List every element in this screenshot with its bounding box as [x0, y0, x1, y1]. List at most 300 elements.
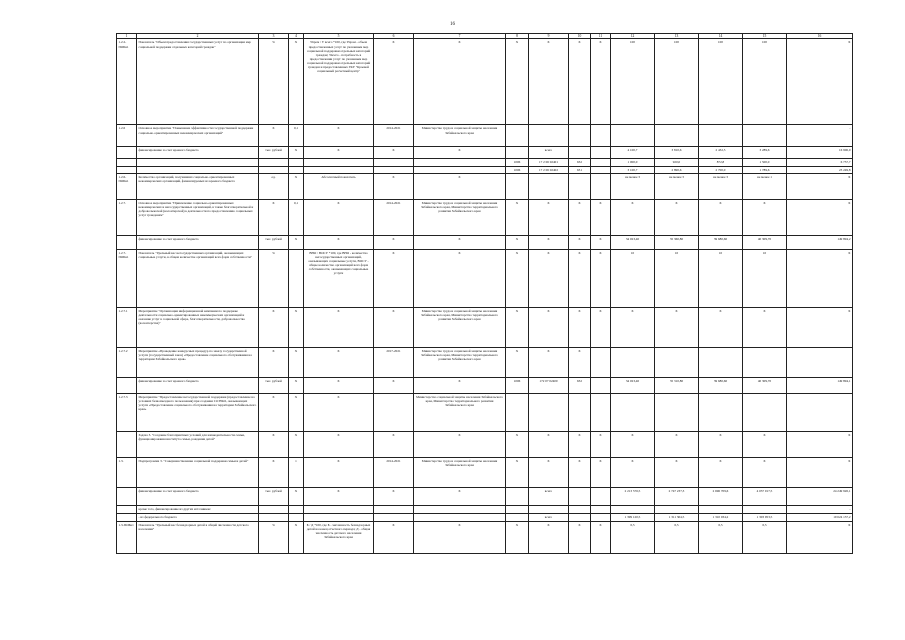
table-cell: Х: [787, 521, 853, 553]
table-cell: 1.2.2-ПОБн1: [117, 39, 137, 125]
table-cell: 1 303 953,5: [743, 513, 787, 521]
table-cell: [611, 505, 655, 513]
table-cell: Х: [414, 173, 506, 199]
header-cell: 10: [569, 34, 591, 39]
table-cell: Х: [699, 457, 743, 487]
table-cell: [569, 173, 591, 199]
table-cell: [137, 159, 259, 166]
table-cell: 100: [743, 39, 787, 125]
table-cell: Х: [414, 235, 506, 249]
table-cell: [569, 393, 591, 431]
table-cell: Х: [787, 249, 853, 307]
table-row: [117, 173, 853, 199]
table-cell: Х: [655, 199, 699, 235]
table-cell: 1: [289, 457, 304, 487]
table-cell: Х: [591, 521, 611, 553]
table-cell: Х: [655, 307, 699, 347]
table-cell: [655, 393, 699, 431]
table-cell: финансирование за счет краевого бюджета: [137, 377, 259, 393]
table-cell: Х: [289, 431, 304, 457]
table-cell: [699, 505, 743, 513]
table-cell: 1.2.7.3: [117, 393, 137, 431]
table-cell: Упром / У всего *100, где Упром - объем предоставленных услуг по указанным мер социальной поддержки отдельных категорий граждан; Увсего - потребность в предоставлении услуг по указанным мер социальной поддержки отдельных категорий граждан и предоставленных ГКУ "Краевой социальный расчетный центр": [304, 39, 374, 125]
table-cell: Х: [529, 457, 569, 487]
header-cell: 9: [529, 34, 569, 39]
table-cell: [743, 125, 787, 147]
header-cell: 5: [304, 34, 374, 39]
table-cell: 100: [611, 39, 655, 125]
table-cell: [591, 505, 611, 513]
table-cell: Х: [591, 431, 611, 457]
table-cell: [743, 505, 787, 513]
table-cell: Х: [591, 235, 611, 249]
table-cell: Х: [591, 199, 611, 235]
table-cell: [374, 513, 414, 521]
table-cell: финансирование за счет краевого бюджета: [137, 147, 259, 159]
table-cell: Х: [304, 199, 374, 235]
table-cell: Х: [414, 147, 506, 159]
table-cell: [304, 505, 374, 513]
header-cell: 16: [787, 34, 853, 39]
table-cell: кроме того, финансирование из других источников:: [137, 505, 259, 513]
table-cell: 2 696 709,6: [699, 487, 743, 505]
table-cell: [117, 147, 137, 159]
table-cell: Х: [506, 347, 529, 377]
table-cell: Х: [506, 235, 529, 249]
table-cell: [569, 125, 591, 147]
table-cell: 2 700,0: [699, 166, 743, 173]
table-cell: 1.2.6-ПОБн1: [117, 173, 137, 199]
table-cell: [787, 347, 853, 377]
table-cell: Х: [374, 487, 414, 505]
table-cell: [611, 393, 655, 431]
table-cell: 19 624 137,2: [787, 513, 853, 521]
table-cell: [591, 173, 611, 199]
table-cell: 172 07 02400: [529, 377, 569, 393]
table-cell: тыс. рублей: [259, 235, 289, 249]
table-cell: [289, 166, 304, 173]
table-cell: [506, 173, 529, 199]
table-cell: [529, 393, 569, 431]
table-cell: Х: [529, 39, 569, 125]
table-cell: [655, 505, 699, 513]
table-cell: [117, 431, 137, 457]
table-cell: [374, 505, 414, 513]
table-cell: Х: [529, 199, 569, 235]
table-cell: Х: [304, 393, 374, 431]
table-row: [117, 513, 853, 521]
table-cell: Х: [289, 147, 304, 159]
table-cell: [304, 166, 374, 173]
table-cell: 632: [569, 159, 591, 166]
table-cell: Х: [591, 307, 611, 347]
table-cell: ВНО / ВОСУ *100, где ВНО - количество негосударственных организаций, оказывающих социальные услуги, ВОСУ - общее количество организаций всех форм собственности, оказывающих социальные услуги: [304, 249, 374, 307]
table-cell: [591, 347, 611, 377]
table-cell: 34 023,40: [611, 235, 655, 249]
table-cell: %: [259, 249, 289, 307]
table-cell: Министерство труда и социальной защиты населения Забайкальского края: [414, 125, 506, 147]
table-cell: тыс. рублей: [259, 487, 289, 505]
table-row: [117, 199, 853, 235]
table-cell: не менее 3: [699, 173, 743, 199]
table-cell: [655, 347, 699, 377]
table-row: [117, 39, 853, 125]
header-cell: 14: [699, 34, 743, 39]
table-cell: Х: [787, 199, 853, 235]
table-cell: 1006: [506, 159, 529, 166]
table-cell: [506, 513, 529, 521]
table-cell: Х: [304, 431, 374, 457]
table-cell: 3 810,6: [655, 147, 699, 159]
table-cell: 35 360,80: [655, 235, 699, 249]
table-row: [117, 347, 853, 377]
table-cell: всего: [529, 147, 569, 159]
table-cell: Х: [259, 347, 289, 377]
table-cell: Х: [374, 235, 414, 249]
table-cell: 1 789,6: [743, 166, 787, 173]
table-cell: -: [787, 505, 853, 513]
table-cell: 39 680,60: [699, 377, 743, 393]
table-cell: 1 000,0: [611, 159, 655, 166]
table-cell: 40 309,70: [743, 235, 787, 249]
table-cell: Х: [569, 199, 591, 235]
table-cell: Показатель "Удельный вес негосударственных организаций, оказывающих социальные услуги, в общем количестве организаций всех форм собственности": [137, 249, 259, 307]
header-cell: 2: [137, 34, 259, 39]
table-cell: финансирование за счет краевого бюджета: [137, 235, 259, 249]
table-cell: [137, 166, 259, 173]
table-cell: Х: [787, 173, 853, 199]
table-cell: 10: [699, 249, 743, 307]
table-cell: [506, 125, 529, 147]
table-cell: %: [259, 39, 289, 125]
table-cell: Х: [569, 307, 591, 347]
table-cell: тыс. рублей: [259, 147, 289, 159]
table-cell: 17 2 06 02401: [529, 159, 569, 166]
table-cell: 2 890,6: [655, 166, 699, 173]
table-cell: [506, 487, 529, 505]
table-row: [117, 521, 853, 553]
header-cell: 7: [414, 34, 506, 39]
table-cell: [374, 166, 414, 173]
table-row: [117, 159, 853, 166]
table-cell: 10: [655, 249, 699, 307]
table-cell: Х: [259, 431, 289, 457]
table-cell: 0,5: [743, 521, 787, 553]
table-cell: Х: [304, 307, 374, 347]
table-cell: Х: [289, 393, 304, 431]
table-cell: Х: [529, 521, 569, 553]
table-cell: 2014-2021: [374, 199, 414, 235]
table-row: [117, 487, 853, 505]
table-cell: Х: [289, 39, 304, 125]
table-row: [117, 147, 853, 159]
table-row: [117, 125, 853, 147]
table-cell: 1.2.7.: [117, 199, 137, 235]
table-cell: [374, 393, 414, 431]
table-cell: [569, 487, 591, 505]
table-cell: Б / Д *100, где Б - численность безнадзорных детей на конец отчетного периода; Д - общая численность детского населения Забайкальского края: [304, 521, 374, 553]
table-cell: Х: [374, 377, 414, 393]
table-cell: Х: [611, 199, 655, 235]
table-cell: Основное мероприятие "Повышение эффективности государственной поддержки социально-ориентированных некоммерческих организаций": [137, 125, 259, 147]
table-cell: [611, 347, 655, 377]
table-cell: Х: [506, 457, 529, 487]
table-cell: [414, 513, 506, 521]
table-cell: 1 311 304,5: [655, 513, 699, 521]
table-cell: Х: [506, 521, 529, 553]
table-cell: [289, 513, 304, 521]
table-cell: [611, 125, 655, 147]
table-cell: [117, 513, 137, 521]
table-cell: [117, 487, 137, 505]
table-cell: 1.2.6: [117, 125, 137, 147]
table-cell: Х: [529, 431, 569, 457]
table-cell: [591, 377, 611, 393]
table-cell: Х: [529, 235, 569, 249]
table-cell: Х: [699, 199, 743, 235]
table-cell: 2 213 576,5: [611, 487, 655, 505]
table-cell: [259, 159, 289, 166]
table-cell: Х: [259, 125, 289, 147]
table-cell: Х: [506, 249, 529, 307]
table-cell: всего: [529, 513, 569, 521]
table-cell: [506, 147, 529, 159]
table-cell: 35 310,80: [655, 377, 699, 393]
table-row: [117, 166, 853, 173]
table-cell: 1 310 034,2: [699, 513, 743, 521]
table-cell: 40 309,70: [743, 377, 787, 393]
table-cell: [259, 166, 289, 173]
table-cell: [117, 505, 137, 513]
table-cell: [414, 505, 506, 513]
table-cell: Х: [506, 39, 529, 125]
table-cell: Х: [259, 307, 289, 347]
table-cell: 1.3.: [117, 457, 137, 487]
table-cell: Х: [289, 347, 304, 377]
table-cell: Х: [569, 235, 591, 249]
table-cell: 16 906,0: [787, 147, 853, 159]
table-cell: Задача 3. "Создание благоприятных условий для жизнедеятельности семьи, функционирования института семьи, рождения детей": [137, 431, 259, 457]
table-cell: Х: [414, 487, 506, 505]
table-cell: 149 894,2: [787, 235, 853, 249]
table-cell: 149 894,1: [787, 377, 853, 393]
table-cell: 0,5: [699, 521, 743, 553]
table-cell: 1006: [506, 166, 529, 173]
header-cell: 12: [611, 34, 655, 39]
table-cell: 872,8: [699, 159, 743, 166]
table-cell: финансирование за счет краевого бюджета: [137, 487, 259, 505]
table-cell: Х: [569, 457, 591, 487]
table-cell: 1.3-ПОБн1: [117, 521, 137, 553]
table-cell: [591, 125, 611, 147]
table-cell: Министерство труда и социальной защиты населения Забайкальского края, Министерство территориального развития Забайкальского края: [414, 307, 506, 347]
table-cell: [259, 513, 289, 521]
table-cell: Х: [506, 307, 529, 347]
table-cell: [506, 505, 529, 513]
table-cell: 2 432,5: [699, 147, 743, 159]
table-cell: [529, 505, 569, 513]
table-cell: Х: [787, 307, 853, 347]
table-cell: [414, 166, 506, 173]
table-cell: Х: [569, 521, 591, 553]
table-cell: [304, 159, 374, 166]
table-cell: Х: [304, 377, 374, 393]
table-cell: Х: [699, 307, 743, 347]
table-cell: 2017-2021: [374, 347, 414, 377]
table-cell: Х: [289, 521, 304, 553]
table-cell: Х: [289, 307, 304, 347]
table-cell: Х: [611, 307, 655, 347]
table-cell: Х: [289, 377, 304, 393]
table-cell: Министерство социальной защиты населения Забайкальского края, Министерство территориального развития Забайкальского края: [414, 393, 506, 431]
table-cell: 0,1: [289, 199, 304, 235]
table-cell: 0,1: [289, 125, 304, 147]
table-cell: Мероприятие «Проведение конкурсных процедур по заказу государственной услуги (государственный заказ) «Предоставление социального обслуживания на территории Забайкальского края»: [137, 347, 259, 377]
table-cell: Х: [506, 199, 529, 235]
table-cell: Х: [743, 199, 787, 235]
table-cell: 6 757,7: [787, 159, 853, 166]
table-cell: -: [787, 125, 853, 147]
table-cell: Х: [591, 249, 611, 307]
table-cell: [699, 347, 743, 377]
table-cell: [743, 347, 787, 377]
table-cell: Х: [611, 431, 655, 457]
table-cell: 39 680,60: [699, 235, 743, 249]
table-row: [117, 393, 853, 431]
table-cell: Х: [289, 173, 304, 199]
table-cell: Х: [414, 39, 506, 125]
table-cell: Министерство труда и социальной защиты населения Забайкальского края: [414, 457, 506, 487]
table-cell: 3 100,7: [611, 166, 655, 173]
table-cell: 34 023,40: [611, 377, 655, 393]
table-cell: [743, 393, 787, 431]
table-cell: Х: [259, 199, 289, 235]
table-cell: [289, 505, 304, 513]
table-cell: 2014-2021: [374, 125, 414, 147]
table-cell: Х: [699, 431, 743, 457]
table-cell: Х: [374, 249, 414, 307]
header-cell: 11: [591, 34, 611, 39]
table-row: [117, 235, 853, 249]
table-row: [117, 377, 853, 393]
table-cell: 1 399 120,5: [611, 513, 655, 521]
table-cell: [506, 393, 529, 431]
table-cell: 24 249 926,1: [787, 487, 853, 505]
table-cell: Х: [374, 307, 414, 347]
table-cell: Х: [611, 457, 655, 487]
page-number: 16: [450, 22, 455, 27]
table-cell: [529, 173, 569, 199]
table-cell: 0,5: [655, 521, 699, 553]
table-cell: Х: [289, 487, 304, 505]
table-cell: Х: [374, 39, 414, 125]
table-cell: не менее 3: [611, 173, 655, 199]
table-cell: Х: [743, 457, 787, 487]
table-cell: [569, 147, 591, 159]
header-cell: 13: [655, 34, 699, 39]
table-cell: 4 037 017,5: [743, 487, 787, 505]
table-cell: [117, 166, 137, 173]
table-cell: 632: [569, 377, 591, 393]
table-cell: не менее 1: [743, 173, 787, 199]
table-cell: Х: [304, 125, 374, 147]
header-cell: 6: [374, 34, 414, 39]
table-cell: Х: [289, 235, 304, 249]
table-cell: [591, 513, 611, 521]
table-cell: 100: [699, 39, 743, 125]
table-cell: 23 249,8: [787, 166, 853, 173]
table-cell: Х: [259, 393, 289, 431]
program-table: [116, 33, 853, 554]
table-cell: Мероприятие "Предоставление негосударственной поддержки (предоставление на условиях безвозмездного пользования) при создании СО НКО, оказывающих услуги «Предоставление социального обслуживания на территории Забайкальского края»: [137, 393, 259, 431]
table-cell: Х: [787, 431, 853, 457]
table-cell: [259, 505, 289, 513]
table-cell: Х: [569, 39, 591, 125]
table-cell: [374, 159, 414, 166]
table-row: [117, 457, 853, 487]
table-cell: %: [259, 521, 289, 553]
table-cell: Х: [304, 457, 374, 487]
table-cell: [414, 159, 506, 166]
table-cell: Х: [374, 173, 414, 199]
table-cell: Х: [655, 457, 699, 487]
table-row: [117, 307, 853, 347]
table-cell: [787, 393, 853, 431]
table-row: [117, 431, 853, 457]
header-cell: 1: [117, 34, 137, 39]
table-cell: [699, 125, 743, 147]
table-cell: [529, 125, 569, 147]
table-cell: Х: [304, 347, 374, 377]
table-cell: Подпрограмма 3. "Совершенствование социальной поддержки семьи и детей": [137, 457, 259, 487]
table-cell: Х: [743, 431, 787, 457]
table-cell: 1.2.7.1: [117, 307, 137, 347]
table-cell: 100: [655, 39, 699, 125]
table-cell: [117, 159, 137, 166]
table-cell: 1.2.7.2: [117, 347, 137, 377]
table-cell: 17 2 06 02402: [529, 166, 569, 173]
table-cell: Х: [787, 39, 853, 125]
table-cell: [699, 393, 743, 431]
table-cell: Х: [529, 347, 569, 377]
table-cell: Х: [529, 249, 569, 307]
table-cell: [655, 125, 699, 147]
table-cell: 1 500,0: [743, 159, 787, 166]
table-cell: Количество организаций, получивших социально-ориентированных некоммерческих организаций, финансируемых из краевого бюджета: [137, 173, 259, 199]
table-cell: 10: [743, 249, 787, 307]
table-cell: Х: [743, 307, 787, 347]
table-cell: Х: [414, 431, 506, 457]
table-cell: Х: [569, 249, 591, 307]
table-cell: Министерство труда и социальной защиты населения Забайкальского края, Министерство территориального развития Забайкальского края: [414, 199, 506, 235]
table-cell: Х: [591, 457, 611, 487]
table-cell: Х: [569, 431, 591, 457]
table-cell: Основное мероприятие "Привлечение социально-ориентированных некоммерческих и негосударственных организаций, в также благотворительной и добровольческой (волонтерской) к деятельности по предоставлению социальных услуг гражданам": [137, 199, 259, 235]
header-cell: 3: [259, 34, 289, 39]
table-cell: Министерство труда и социальной защиты населения Забайкальского края, Министерство территориального развития Забайкальского края: [414, 347, 506, 377]
table-cell: [289, 159, 304, 166]
table-row: [117, 249, 853, 307]
table-cell: Мероприятие "Организация информационной кампании по поддержке деятельности социально-ориентированных некоммерческих организаций и оказание услуг в социальной сфере, благотворительности, добровольчества (волонтерства)": [137, 307, 259, 347]
table-cell: Х: [787, 457, 853, 487]
table-cell: всего: [529, 487, 569, 505]
table-cell: не менее 3: [655, 173, 699, 199]
table-cell: [569, 513, 591, 521]
table-cell: 1006: [506, 377, 529, 393]
table-cell: Х: [304, 235, 374, 249]
table-cell: 631: [569, 166, 591, 173]
header-cell: 8: [506, 34, 529, 39]
